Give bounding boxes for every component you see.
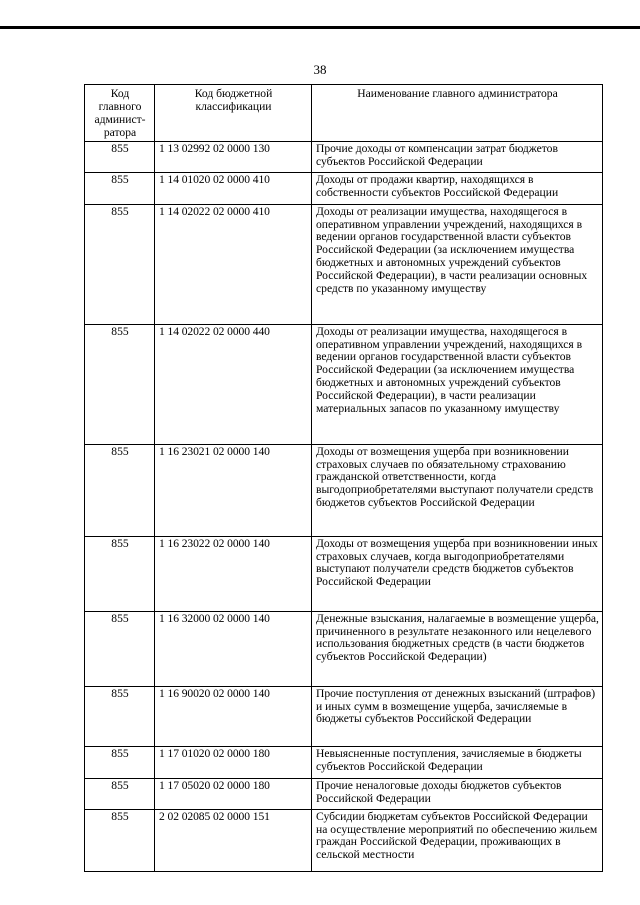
row-admin-name: Прочие неналоговые доходы бюджетов субъектов Российской Федерации <box>312 778 603 809</box>
row-budget-code: 1 16 32000 02 0000 140 <box>155 611 312 686</box>
table-row <box>85 746 603 778</box>
row-admin-code: 855 <box>85 778 155 809</box>
row-admin-name: Доходы от продажи квартир, находящихся в собственности субъектов Российской Федерации <box>312 172 603 204</box>
table-header-row <box>85 85 603 142</box>
page-number: 38 <box>313 62 327 77</box>
row-admin-name: Доходы от реализации имущества, находящегося в оперативном управлении учреждений, находящихся в ведении органов государственной власти субъектов Российской Федерации (за исключением имущества бюджетных и автономных учреждений субъектов Российской Федерации), в части реализации основных средств по указанному имуществу <box>312 204 603 324</box>
row-budget-code: 1 16 90020 02 0000 140 <box>155 686 312 746</box>
table-row <box>85 141 603 172</box>
row-budget-code: 1 13 02992 02 0000 130 <box>155 141 312 172</box>
row-admin-code: 855 <box>85 686 155 746</box>
row-budget-code: 1 14 02022 02 0000 440 <box>155 324 312 444</box>
row-admin-name: Денежные взыскания, налагаемые в возмещение ущерба, причиненного в результате незаконного или нецелевого использования бюджетных средств (в части бюджетов субъектов Российской Федерации) <box>312 611 603 686</box>
row-admin-name: Прочие поступления от денежных взысканий (штрафов) и иных сумм в возмещение ущерба, зачисляемые в бюджеты субъектов Российской Федерации <box>312 686 603 746</box>
header-admin-code: Код главного админист-ратора <box>85 85 155 142</box>
row-admin-code: 855 <box>85 611 155 686</box>
row-admin-code: 855 <box>85 172 155 204</box>
row-budget-code: 1 14 01020 02 0000 410 <box>155 172 312 204</box>
row-admin-code: 855 <box>85 444 155 536</box>
row-admin-name: Доходы от реализации имущества, находящегося в оперативном управлении учреждений, находящихся в ведении органов государственной власти субъектов Российской Федерации (за исключением имущества бюджетных и автономных учреждений субъектов Российской Федерации), в части реализации материальных запасов по указанному имуществу <box>312 324 603 444</box>
row-admin-name: Доходы от возмещения ущерба при возникновении иных страховых случаев, когда выгодоприобретателями выступают получатели средств бюджетов субъектов Российской Федерации <box>312 536 603 611</box>
table-row <box>85 778 603 809</box>
row-admin-name: Доходы от возмещения ущерба при возникновении страховых случаев по обязательному страхованию гражданской ответственности, когда выгодоприобретателями выступают получатели средств бюджетов субъектов Российской Федерации <box>312 444 603 536</box>
row-admin-code: 855 <box>85 746 155 778</box>
row-budget-code: 1 17 01020 02 0000 180 <box>155 746 312 778</box>
row-budget-code: 1 16 23021 02 0000 140 <box>155 444 312 536</box>
row-budget-code: 2 02 02085 02 0000 151 <box>155 809 312 871</box>
table-row <box>85 204 603 324</box>
table-row <box>85 324 603 444</box>
table-row <box>85 611 603 686</box>
row-admin-name: Прочие доходы от компенсации затрат бюджетов субъектов Российской Федерации <box>312 141 603 172</box>
row-admin-code: 855 <box>85 204 155 324</box>
table-row <box>85 686 603 746</box>
row-budget-code: 1 14 02022 02 0000 410 <box>155 204 312 324</box>
row-admin-name: Субсидии бюджетам субъектов Российской Федерации на осуществление мероприятий по обеспечению жильем граждан Российской Федерации, проживающих в сельской местности <box>312 809 603 871</box>
table-row <box>85 172 603 204</box>
row-budget-code: 1 16 23022 02 0000 140 <box>155 536 312 611</box>
row-admin-code: 855 <box>85 324 155 444</box>
row-admin-name: Невыясненные поступления, зачисляемые в бюджеты субъектов Российской Федерации <box>312 746 603 778</box>
row-admin-code: 855 <box>85 536 155 611</box>
budget-codes-table <box>84 84 603 872</box>
table-row <box>85 536 603 611</box>
row-admin-code: 855 <box>85 141 155 172</box>
header-admin-name: Наименование главного администратора <box>312 85 603 142</box>
table-row <box>85 809 603 871</box>
row-admin-code: 855 <box>85 809 155 871</box>
row-budget-code: 1 17 05020 02 0000 180 <box>155 778 312 809</box>
header-budget-code: Код бюджетной классификации <box>155 85 312 142</box>
top-rule <box>0 26 640 29</box>
table-row <box>85 444 603 536</box>
